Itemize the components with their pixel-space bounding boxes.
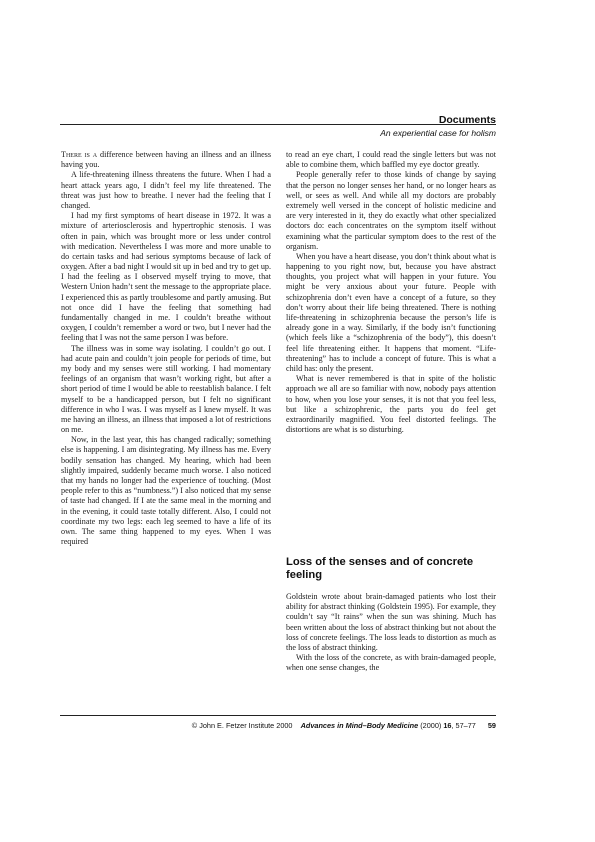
footer-rule: [60, 715, 496, 716]
section-title: Documents: [438, 114, 496, 126]
section-heading: Loss of the senses and of concrete feeling: [286, 556, 474, 581]
paragraph: People generally refer to those kinds of change by saying that the person no longer senses her hand, or no longer hears as well, or sees as well. And while all my doctors are probably extremely well versed in the concept of holistic medicine and are very interested in it, they do exactly what other specialized doctors do: each concentrates on the symptom itself without examining what the particular symptom does to the rest of the organism.: [286, 170, 496, 251]
paragraph: With the loss of the concrete, as with brain-damaged people, when one sense changes, the: [286, 653, 496, 673]
footer-journal: Advances in Mind–Body Medicine: [300, 721, 419, 730]
page-number: 59: [487, 721, 496, 730]
footer: [60, 721, 496, 730]
paragraph: When you have a heart disease, you don’t think about what is happening to you right now, but, because you have abstract thoughts, you project what will happen in your future. You might be very anxious about your future. People with schizophrenia don’t even have a concept of a future, so they don’t worry about their life being threatened. There is nothing life-threatening in schizophrenia because the person’s life is already gone in a way. Similarly, if the body isn’t functioning (which feels like a “schizophrenia of the body”), this doesn’t feel life threatening either. It happens that moment. “Life-threatening” has to include a concept of future. This is what a child has: only the present.: [286, 251, 496, 373]
paragraph: Goldstein wrote about brain-damaged patients who lost their ability for abstract thinking (Goldstein 1995). For example, they couldn’t say “It rains” when the sun was shining. Much has been written about the loss of abstract thinking but not about the loss of concrete feelings. The loss leads to distortion as much as the loss of abstract thinking.: [286, 592, 496, 652]
paragraph: to read an eye chart, I could read the single letters but was not able to combine them, which baffled my eye doctor greatly.: [286, 150, 496, 170]
paragraph: I had my first symptoms of heart disease in 1972. It was a mixture of arteriosclerosis and hypertrophic stenosis. I was often in pain, which was brought more or less under control with medication. Nevertheless I was more and more unable to do certain tasks and had serious symptoms because of lack of oxygen. After a bad night I would sit up in bed and try to get up. I had the feeling as I observed myself trying to move, that Western Union hadn’t sent the message to the appropriate place. I experienced this as partly troublesome and partly amusing. But not once did I have the feeling that something had fundamentally changed in me. I couldn’t breathe without oxygen, I couldn’t remember a word or two, but I never had the feeling that I was not the same person I was before.: [61, 211, 271, 343]
paragraph: A life-threatening illness threatens the future. When I had a heart attack years ago, I didn’t feel my life threatened. The threat was just how to breathe. I never had the feeling that I changed.: [61, 170, 271, 210]
paragraph-text: difference between having an illness and an illness having you.: [61, 150, 272, 170]
paragraph: What is never remembered is that in spite of the holistic approach we all are so familiar with now, nobody pays attention to how, when you lose your senses, it is not that you feel less, but like a schizophrenic, the parts you do feel get extraordinarily magnified. You feel distorted feelings. The distortions are what is so disturbing.: [286, 374, 496, 435]
footer-pages: , 57–77: [451, 721, 476, 730]
left-column: [61, 150, 271, 547]
footer-year: (2000): [420, 721, 442, 730]
paragraph: The illness was in some way isolating. I couldn’t go out. I had acute pain and couldn’t join people for periods of time, but my body and my senses were still working. I had momentary feelings of an organism that wasn’t working right, but after a short period of time I would be able to reestablish balance. I felt myself to be a handicapped person, but I felt no significant difference in who I was. I was myself as I knew myself. It was me having an illness, an illness that imposed a lot of restrictions on me.: [61, 343, 271, 435]
footer-copyright: © John E. Fetzer Institute 2000: [191, 721, 293, 730]
right-column: [286, 150, 496, 435]
footer-volume: 16: [443, 721, 452, 730]
paragraph: [61, 150, 271, 170]
paragraph: Now, in the last year, this has changed radically; something else is happening. I am disintegrating. My illness has me. Every bodily sensation has changed. My hearing, which had been slightly impaired, suddenly became much worse. I also noticed that my hands no longer had the experience of touching. (Most people refer to this as “numbness.”) I also noticed that my sense of taste had changed. If I ate the same meal in the morning and in the evening, it could taste totally different. Also, I could not coordinate my two legs: each leg seemed to have a life of its own. The same thing happened to my eyes. When I was required: [61, 435, 271, 547]
article-subtitle: An experiential case for holism: [380, 128, 496, 138]
right-column-continued: [286, 592, 496, 674]
lead-smallcaps: There is a: [61, 150, 98, 159]
header-rule: [60, 124, 496, 125]
